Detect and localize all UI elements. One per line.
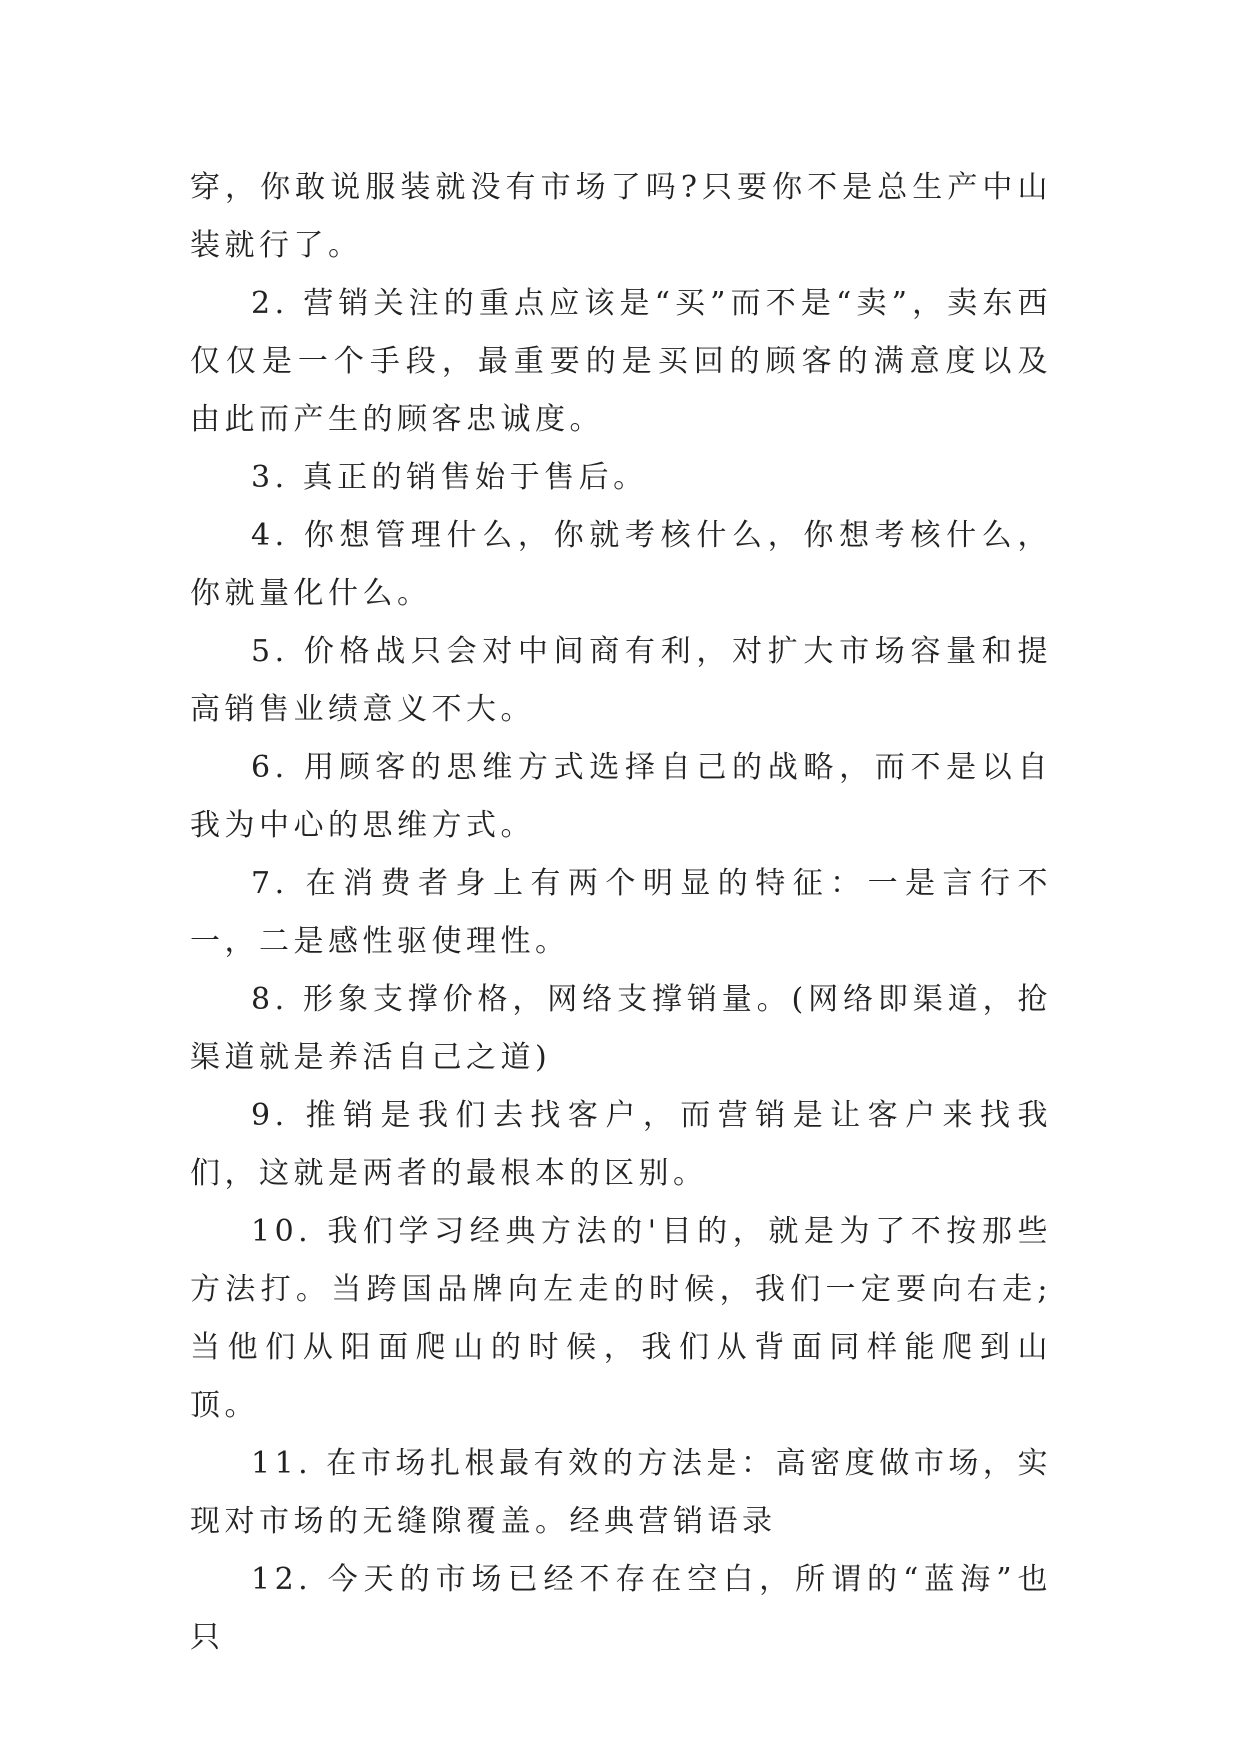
paragraph-item-11: 11. 在市场扎根最有效的方法是：高密度做市场，实现对市场的无缝隙覆盖。经典营销语录	[190, 1446, 1052, 1539]
paragraph-item-7: 7. 在消费者身上有两个明显的特征：一是言行不一，二是感性驱使理性。	[190, 866, 1052, 959]
paragraph-item-5: 5. 价格战只会对中间商有利，对扩大市场容量和提高销售业绩意义不大。	[190, 634, 1052, 727]
paragraph-item-12: 12. 今天的市场已经不存在空白，所谓的“蓝海”也只	[190, 1562, 1052, 1655]
paragraph-item-10: 10. 我们学习经典方法的'目的，就是为了不按那些方法打。当跨国品牌向左走的时候，我们一定要向右走;当他们从阳面爬山的时候，我们从背面同样能爬到山顶。	[190, 1214, 1052, 1423]
paragraph-item-6: 6. 用顾客的思维方式选择自己的战略，而不是以自我为中心的思维方式。	[190, 750, 1052, 843]
paragraph-item-8: 8. 形象支撑价格，网络支撑销量。(网络即渠道，抢渠道就是养活自己之道)	[190, 982, 1052, 1075]
paragraph-item-4: 4. 你想管理什么，你就考核什么，你想考核什么，你就量化什么。	[190, 518, 1052, 611]
paragraph-continuation: 穿，你敢说服装就没有市场了吗?只要你不是总生产中山装就行了。	[190, 170, 1052, 263]
paragraph-item-9: 9. 推销是我们去找客户，而营销是让客户来找我们，这就是两者的最根本的区别。	[190, 1098, 1052, 1191]
paragraph-item-2: 2. 营销关注的重点应该是“买”而不是“卖”，卖东西仅仅是一个手段，最重要的是买回的顾客的满意度以及由此而产生的顾客忠诚度。	[190, 286, 1052, 437]
paragraph-item-3: 3. 真正的销售始于售后。	[251, 460, 648, 495]
document-body	[190, 159, 1052, 1667]
